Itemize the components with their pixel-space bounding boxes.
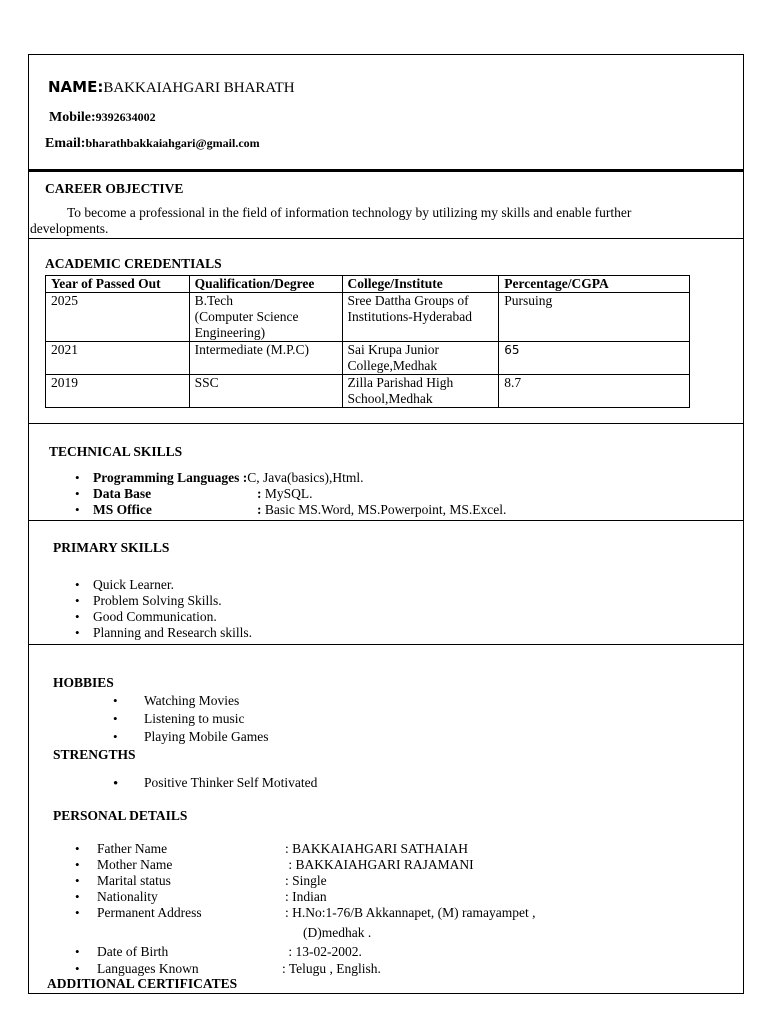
name-label: NAME:	[48, 78, 104, 96]
list-item: Positive Thinker Self Motivated	[144, 775, 318, 790]
list-item: Listening to music	[144, 711, 245, 726]
bullet-icon: •	[75, 905, 80, 920]
college-line: School,Medhak	[347, 391, 433, 406]
personal-title: PERSONAL DETAILS	[53, 808, 188, 823]
table-header: Year of Passed Out	[46, 276, 190, 293]
tech-separator: :	[257, 502, 262, 517]
table-header: Qualification/Degree	[189, 276, 342, 293]
college-cell	[342, 293, 499, 342]
tech-value: Basic MS.Word, MS.Powerpoint, MS.Excel.	[261, 502, 507, 517]
name-line	[48, 78, 295, 97]
tech-label: Programming Languages :	[93, 470, 248, 485]
detail-value: : BAKKAIAHGARI SATHAIAH	[285, 841, 468, 856]
college-line: Institutions-Hyderabad	[347, 309, 472, 324]
bullet-icon: •	[75, 486, 80, 501]
list-item: Watching Movies	[144, 693, 240, 708]
detail-label: Marital status	[97, 873, 171, 888]
list-item: Quick Learner.	[93, 577, 174, 592]
detail-value: : Single	[285, 873, 327, 888]
degree-line: (Computer Science	[194, 309, 299, 324]
resume-page	[28, 54, 744, 994]
tech-value: MySQL.	[261, 486, 313, 501]
detail-label: Languages Known	[97, 961, 199, 976]
bullet-icon: •	[75, 841, 80, 856]
tech-separator: :	[257, 486, 262, 501]
academic-title: ACADEMIC CREDENTIALS	[45, 256, 222, 271]
bullet-icon: •	[75, 502, 80, 517]
email-line	[45, 135, 260, 152]
table-row	[46, 342, 690, 375]
career-divider	[29, 238, 743, 239]
hobbies-title: HOBBIES	[53, 675, 114, 690]
mobile-number: 9392634002	[95, 110, 156, 124]
tech-item-database	[257, 486, 313, 502]
list-item: Problem Solving Skills.	[93, 593, 222, 608]
bullet-icon: •	[113, 693, 118, 708]
mobile-label: Mobile:	[49, 110, 96, 125]
email-label: Email:	[45, 136, 86, 151]
detail-value: : Indian	[285, 889, 327, 904]
tech-item-msoffice	[257, 502, 506, 518]
detail-label: Mother Name	[97, 857, 173, 872]
detail-label: Father Name	[97, 841, 168, 856]
bullet-icon: •	[75, 593, 80, 608]
candidate-name: BAKKAIAHGARI BHARATH	[103, 80, 295, 96]
year-cell: 2019	[46, 375, 190, 408]
career-text-line2: developments.	[30, 221, 109, 236]
bullet-icon: •	[75, 857, 80, 872]
detail-label: Nationality	[97, 889, 158, 904]
technical-title: TECHNICAL SKILLS	[49, 444, 183, 459]
list-item: Good Communication.	[93, 609, 217, 624]
additional-title: ADDITIONAL CERTIFICATES	[47, 976, 238, 991]
degree-cell	[189, 342, 342, 375]
tech-item-programming	[93, 470, 363, 486]
bullet-icon: •	[113, 729, 118, 744]
score-cell: Pursuing	[499, 293, 690, 342]
table-row	[46, 293, 690, 342]
bullet-icon: •	[75, 944, 80, 959]
degree-line: Intermediate (M.P.C)	[194, 342, 309, 357]
college-line: Sai Krupa Junior	[347, 342, 440, 357]
bullet-icon: •	[75, 470, 80, 485]
table-row	[46, 375, 690, 408]
bullet-icon: •	[75, 889, 80, 904]
strengths-title: STRENGTHS	[53, 747, 136, 762]
score-cell: 65	[499, 342, 690, 375]
degree-line: B.Tech	[194, 293, 234, 308]
header-divider	[29, 169, 743, 172]
college-line: Sree Dattha Groups of	[347, 293, 469, 308]
table-header: Percentage/CGPA	[499, 276, 690, 293]
tech-label: MS Office	[93, 502, 152, 517]
college-cell	[342, 375, 499, 408]
academic-table	[45, 275, 690, 408]
tech-label: Data Base	[93, 486, 152, 501]
bullet-icon: •	[75, 873, 80, 888]
bullet-icon: •	[75, 609, 80, 624]
detail-value: : BAKKAIAHGARI RAJAMANI	[285, 857, 474, 872]
detail-value: : 13-02-2002.	[285, 944, 362, 959]
career-title: CAREER OBJECTIVE	[45, 181, 184, 196]
detail-label: Date of Birth	[97, 944, 169, 959]
year-cell: 2025	[46, 293, 190, 342]
detail-label: Permanent Address	[97, 905, 202, 920]
bullet-icon: •	[75, 625, 80, 640]
degree-line: SSC	[194, 375, 219, 390]
detail-value: : H.No:1-76/B Akkannapet, (M) ramayampet ,	[285, 905, 536, 920]
detail-value: : Telugu , English.	[282, 961, 381, 976]
primary-divider	[29, 644, 743, 645]
email-address: bharathbakkaiahgari@gmail.com	[85, 136, 260, 150]
list-item: Planning and Research skills.	[93, 625, 252, 640]
bullet-icon: •	[75, 961, 80, 976]
bullet-icon: •	[113, 711, 118, 726]
career-text-line1: To become a professional in the field of information technology by utilizing my skills and enable further	[67, 205, 632, 220]
score-cell: 8.7	[499, 375, 690, 408]
year-cell: 2021	[46, 342, 190, 375]
academic-divider	[29, 423, 743, 424]
technical-divider	[29, 520, 743, 521]
tech-value: C, Java(basics),Html.	[247, 470, 364, 485]
degree-cell	[189, 293, 342, 342]
mobile-line	[49, 109, 156, 126]
table-header: College/Institute	[342, 276, 499, 293]
college-line: Zilla Parishad High	[347, 375, 454, 390]
college-cell	[342, 342, 499, 375]
bullet-icon: •	[75, 577, 80, 592]
table-header-row	[46, 276, 690, 293]
degree-line: Engineering)	[194, 325, 266, 340]
degree-cell	[189, 375, 342, 408]
primary-title: PRIMARY SKILLS	[53, 540, 170, 555]
bullet-icon: •	[113, 776, 119, 792]
detail-value-continued: (D)medhak .	[303, 925, 372, 940]
college-line: College,Medhak	[347, 358, 438, 373]
list-item: Playing Mobile Games	[144, 729, 269, 744]
